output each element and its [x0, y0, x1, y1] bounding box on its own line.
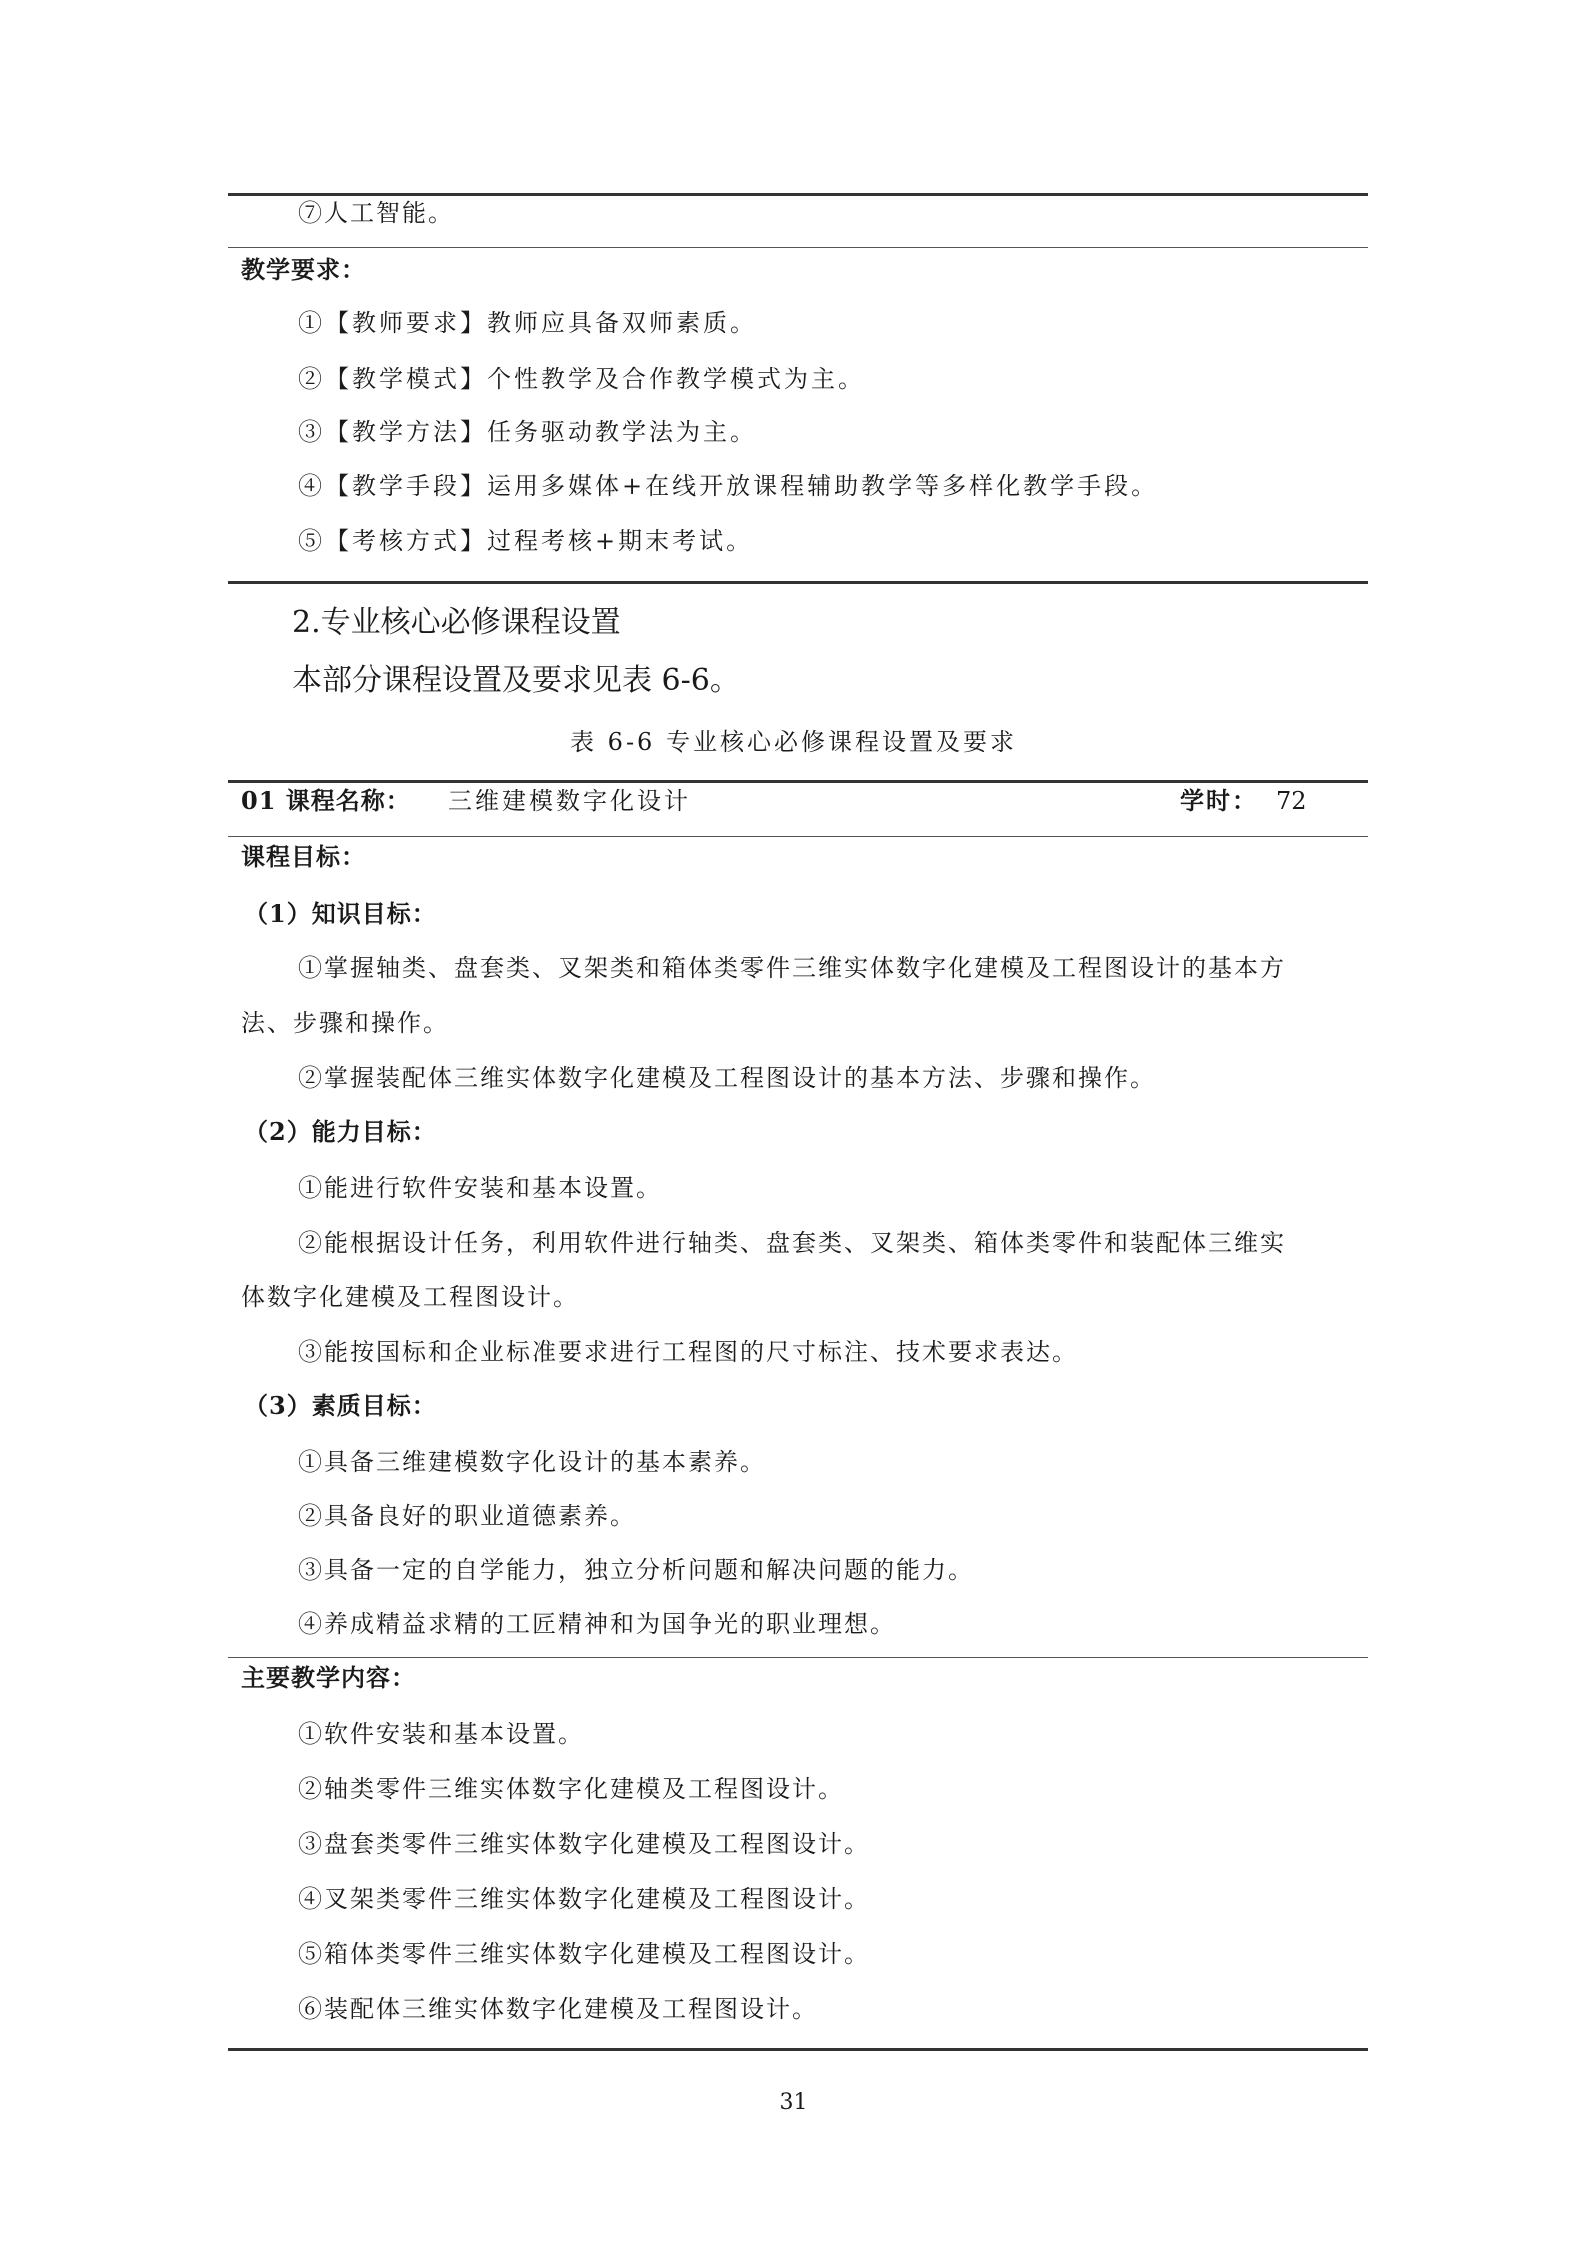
- list-item: ③【教学方法】任务驱动教学法为主。: [298, 418, 757, 446]
- list-item: ⑥装配体三维实体数字化建模及工程图设计。: [298, 1995, 818, 2023]
- list-item: ①具备三维建模数字化设计的基本素养。: [298, 1448, 766, 1476]
- list-item: ①掌握轴类、盘套类、叉架类和箱体类零件三维实体数字化建模及工程图设计的基本方: [298, 954, 1286, 982]
- teaching-requirements-heading: 教学要求：: [241, 255, 366, 284]
- page-number: 31: [779, 2090, 808, 2115]
- quality-objectives-heading: （3）素质目标：: [244, 1391, 437, 1420]
- course-name: 三维建模数字化设计: [448, 787, 691, 815]
- hours-label: 学时：: [1180, 786, 1258, 815]
- list-item: ③能按国标和企业标准要求进行工程图的尺寸标注、技术要求表达。: [298, 1338, 1078, 1366]
- list-item: ①能进行软件安装和基本设置。: [298, 1174, 662, 1202]
- list-item: ⑤【考核方式】过程考核+期末考试。: [298, 527, 754, 555]
- course-table-top-border: [228, 780, 1368, 783]
- table-row-divider: [228, 247, 1368, 248]
- list-item-continuation: 体数字化建模及工程图设计。: [241, 1283, 579, 1311]
- objectives-heading: 课程目标：: [241, 842, 366, 871]
- list-item: ③盘套类零件三维实体数字化建模及工程图设计。: [298, 1830, 870, 1858]
- list-item: ④【教学手段】运用多媒体+在线开放课程辅助教学等多样化教学手段。: [298, 472, 1159, 500]
- table-caption: 表 6-6 专业核心必修课程设置及要求: [570, 728, 1017, 756]
- main-content-heading: 主要教学内容：: [241, 1663, 416, 1692]
- list-item: ⑦人工智能。: [298, 199, 454, 227]
- table-row-divider: [228, 836, 1368, 837]
- list-item: ②具备良好的职业道德素养。: [298, 1502, 636, 1530]
- hours-value: 72: [1276, 787, 1307, 815]
- list-item-continuation: 法、步骤和操作。: [241, 1009, 449, 1037]
- course-table-bottom-border: [228, 2048, 1368, 2051]
- section-intro: 本部分课程设置及要求见表 6-6。: [292, 663, 740, 698]
- list-item: ②【教学模式】个性教学及合作教学模式为主。: [298, 365, 865, 393]
- knowledge-objectives-heading: （1）知识目标：: [244, 899, 437, 928]
- list-item: ②能根据设计任务，利用软件进行轴类、盘套类、叉架类、箱体类零件和装配体三维实: [298, 1229, 1286, 1257]
- list-item: ②轴类零件三维实体数字化建模及工程图设计。: [298, 1775, 844, 1803]
- course-number-label: 01 课程名称：: [241, 786, 411, 815]
- list-item: ④养成精益求精的工匠精神和为国争光的职业理想。: [298, 1610, 896, 1638]
- list-item: ④叉架类零件三维实体数字化建模及工程图设计。: [298, 1885, 870, 1913]
- list-item: ⑤箱体类零件三维实体数字化建模及工程图设计。: [298, 1940, 870, 1968]
- section-title: 2.专业核心必修课程设置: [292, 605, 621, 640]
- list-item: ②掌握装配体三维实体数字化建模及工程图设计的基本方法、步骤和操作。: [298, 1064, 1156, 1092]
- table-bottom-border: [228, 581, 1368, 584]
- list-item: ①软件安装和基本设置。: [298, 1720, 584, 1748]
- list-item: ③具备一定的自学能力，独立分析问题和解决问题的能力。: [298, 1556, 974, 1584]
- table-row-divider: [228, 1657, 1368, 1658]
- list-item: ①【教师要求】教师应具备双师素质。: [298, 309, 757, 337]
- ability-objectives-heading: （2）能力目标：: [244, 1117, 437, 1146]
